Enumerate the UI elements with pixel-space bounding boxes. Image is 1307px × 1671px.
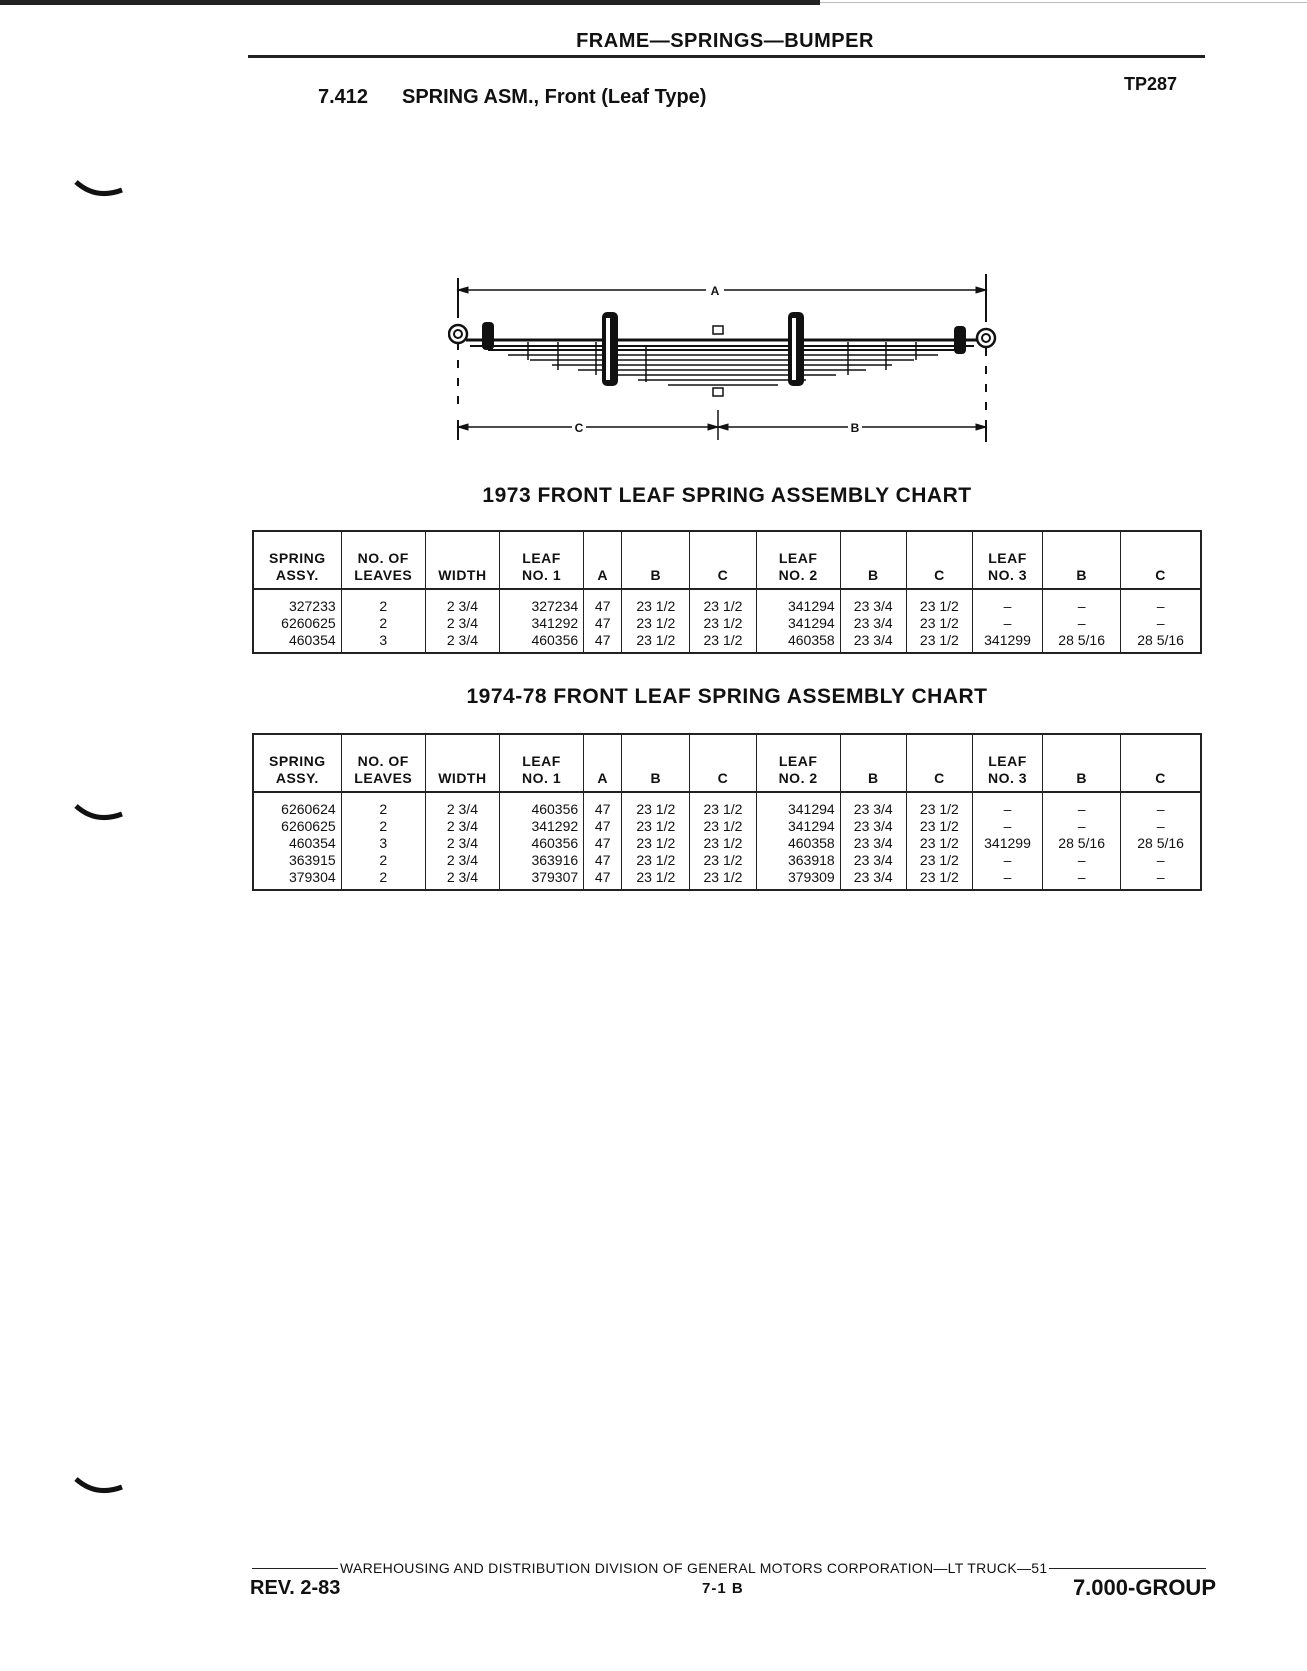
col-no-of-leaves: NO. OF LEAVES: [341, 734, 425, 792]
cell: 23 1/2: [690, 869, 756, 890]
page-number: 7-1 B: [702, 1580, 744, 1597]
cell: 460356: [500, 835, 584, 852]
cell: 23 1/2: [690, 632, 756, 653]
cell: 460356: [500, 632, 584, 653]
cell: 460354: [253, 835, 341, 852]
cell: 327233: [253, 589, 341, 615]
cell: 341299: [972, 835, 1042, 852]
footer-rule-left: [252, 1568, 338, 1569]
cell: 3: [341, 632, 425, 653]
dimension-label-b: B: [850, 421, 860, 435]
table-row: [253, 818, 1201, 835]
cell: 23 1/2: [690, 835, 756, 852]
cell: 23 1/2: [906, 615, 972, 632]
cell: 341294: [756, 792, 840, 818]
cell: 23 1/2: [690, 792, 756, 818]
cell: 23 3/4: [840, 869, 906, 890]
page-header-title: FRAME—SPRINGS—BUMPER: [576, 30, 874, 52]
col-width: WIDTH: [425, 734, 499, 792]
cell: 379309: [756, 869, 840, 890]
cell: –: [972, 589, 1042, 615]
cell: 47: [584, 792, 622, 818]
section-heading: [318, 86, 706, 109]
cell: –: [972, 852, 1042, 869]
footer-division-text: WAREHOUSING AND DISTRIBUTION DIVISION OF GENERAL MOTORS CORPORATION—LT TRUCK—51: [340, 1560, 1048, 1576]
cell: 23 1/2: [622, 869, 690, 890]
table-row: [253, 852, 1201, 869]
cell: 2: [341, 589, 425, 615]
cell: 23 1/2: [906, 852, 972, 869]
cell: 2: [341, 869, 425, 890]
cell: –: [1043, 869, 1121, 890]
section-number: 7.412: [318, 86, 369, 108]
col-c: C: [906, 531, 972, 589]
table-row: [253, 615, 1201, 632]
cell: 23 3/4: [840, 615, 906, 632]
col-b: B: [1043, 531, 1121, 589]
cell: 23 1/2: [906, 835, 972, 852]
cell: 341294: [756, 818, 840, 835]
cell: 23 1/2: [906, 818, 972, 835]
cell: –: [1043, 818, 1121, 835]
col-c: C: [690, 734, 756, 792]
cell: 2 3/4: [425, 589, 499, 615]
cell: 23 1/2: [906, 632, 972, 653]
cell: 23 1/2: [622, 835, 690, 852]
revision-label: REV. 2-83: [250, 1577, 341, 1599]
cell: 23 1/2: [622, 818, 690, 835]
cell: 2 3/4: [425, 869, 499, 890]
cell: 379307: [500, 869, 584, 890]
cell: 28 5/16: [1043, 835, 1121, 852]
binder-notch-icon: [74, 1475, 124, 1501]
cell: 23 1/2: [622, 615, 690, 632]
cell: 6260624: [253, 792, 341, 818]
cell: 363916: [500, 852, 584, 869]
cell: 47: [584, 632, 622, 653]
cell: 341292: [500, 615, 584, 632]
cell: 2: [341, 818, 425, 835]
cell: 23 1/2: [622, 589, 690, 615]
col-b: B: [840, 531, 906, 589]
cell: 363918: [756, 852, 840, 869]
col-spring-assy: SPRING ASSY.: [253, 531, 341, 589]
binder-notch-icon: [74, 178, 124, 204]
col-width: WIDTH: [425, 531, 499, 589]
leaf-spring-diagram: [448, 270, 1008, 455]
col-b: B: [1043, 734, 1121, 792]
cell: 2 3/4: [425, 615, 499, 632]
table-row: [253, 632, 1201, 653]
cell: 23 1/2: [690, 589, 756, 615]
cell: 47: [584, 852, 622, 869]
top-rule-thin: [820, 2, 1307, 3]
cell: 47: [584, 818, 622, 835]
table-header-row: [253, 734, 1201, 792]
cell: 23 1/2: [690, 852, 756, 869]
document-code: TP287: [1124, 74, 1178, 94]
table-row: [253, 792, 1201, 818]
cell: 460354: [253, 632, 341, 653]
cell: 23 3/4: [840, 818, 906, 835]
cell: 47: [584, 589, 622, 615]
cell: 23 3/4: [840, 792, 906, 818]
cell: 460358: [756, 632, 840, 653]
cell: 2: [341, 852, 425, 869]
cell: 327234: [500, 589, 584, 615]
table-header-row: [253, 531, 1201, 589]
cell: –: [1121, 818, 1201, 835]
cell: –: [1043, 589, 1121, 615]
cell: 2 3/4: [425, 852, 499, 869]
col-c: C: [1121, 734, 1201, 792]
table-row: [253, 869, 1201, 890]
cell: 341294: [756, 615, 840, 632]
cell: –: [1043, 792, 1121, 818]
cell: –: [972, 818, 1042, 835]
cell: 23 1/2: [906, 792, 972, 818]
cell: 2: [341, 615, 425, 632]
col-b: B: [622, 531, 690, 589]
cell: 23 1/2: [622, 632, 690, 653]
cell: 28 5/16: [1043, 632, 1121, 653]
cell: 2: [341, 792, 425, 818]
binder-notch-icon: [74, 802, 124, 828]
col-c: C: [1121, 531, 1201, 589]
cell: 2 3/4: [425, 818, 499, 835]
col-c: C: [690, 531, 756, 589]
dimension-label-a: A: [710, 284, 720, 298]
cell: 28 5/16: [1121, 835, 1201, 852]
cell: –: [972, 869, 1042, 890]
col-leaf-no-1: LEAF NO. 1: [500, 734, 584, 792]
cell: 379304: [253, 869, 341, 890]
col-b: B: [622, 734, 690, 792]
col-leaf-no-3: LEAF NO. 3: [972, 531, 1042, 589]
cell: 23 3/4: [840, 852, 906, 869]
dimension-label-c: C: [574, 421, 584, 435]
cell: 460356: [500, 792, 584, 818]
cell: 2 3/4: [425, 835, 499, 852]
cell: 2 3/4: [425, 792, 499, 818]
cell: 2 3/4: [425, 632, 499, 653]
cell: 341292: [500, 818, 584, 835]
cell: 23 1/2: [622, 792, 690, 818]
col-c: C: [906, 734, 972, 792]
chart-1973-title: 1973 FRONT LEAF SPRING ASSEMBLY CHART: [482, 484, 972, 507]
cell: 6260625: [253, 818, 341, 835]
col-a: A: [584, 734, 622, 792]
col-no-of-leaves: NO. OF LEAVES: [341, 531, 425, 589]
table-row: [253, 589, 1201, 615]
col-a: A: [584, 531, 622, 589]
cell: 47: [584, 615, 622, 632]
cell: –: [972, 792, 1042, 818]
cell: –: [1121, 852, 1201, 869]
cell: 23 3/4: [840, 589, 906, 615]
cell: –: [972, 615, 1042, 632]
chart-1973-table: [252, 530, 1202, 654]
cell: –: [1043, 615, 1121, 632]
cell: 23 3/4: [840, 632, 906, 653]
col-b: B: [840, 734, 906, 792]
footer-rule-right: [1049, 1568, 1206, 1569]
top-rule: [0, 0, 820, 5]
cell: 363915: [253, 852, 341, 869]
cell: 341294: [756, 589, 840, 615]
col-spring-assy: SPRING ASSY.: [253, 734, 341, 792]
table-row: [253, 835, 1201, 852]
col-leaf-no-1: LEAF NO. 1: [500, 531, 584, 589]
cell: 23 1/2: [690, 615, 756, 632]
group-label: 7.000-GROUP: [1072, 1575, 1216, 1600]
cell: 47: [584, 869, 622, 890]
chart-1974-78-title: 1974-78 FRONT LEAF SPRING ASSEMBLY CHART: [466, 685, 988, 708]
cell: 23 1/2: [906, 869, 972, 890]
chart-1974-78-table: [252, 733, 1202, 891]
cell: 3: [341, 835, 425, 852]
cell: –: [1043, 852, 1121, 869]
cell: 6260625: [253, 615, 341, 632]
cell: 23 1/2: [622, 852, 690, 869]
cell: –: [1121, 615, 1201, 632]
cell: –: [1121, 792, 1201, 818]
header-rule: [248, 55, 1205, 58]
section-title: SPRING ASM., Front (Leaf Type): [402, 86, 707, 108]
col-leaf-no-3: LEAF NO. 3: [972, 734, 1042, 792]
cell: 23 1/2: [906, 589, 972, 615]
cell: 460358: [756, 835, 840, 852]
cell: –: [1121, 869, 1201, 890]
cell: 23 3/4: [840, 835, 906, 852]
col-leaf-no-2: LEAF NO. 2: [756, 734, 840, 792]
col-leaf-no-2: LEAF NO. 2: [756, 531, 840, 589]
cell: 23 1/2: [690, 818, 756, 835]
cell: 28 5/16: [1121, 632, 1201, 653]
cell: –: [1121, 589, 1201, 615]
cell: 341299: [972, 632, 1042, 653]
footer-division-line: [250, 1560, 1208, 1576]
cell: 47: [584, 835, 622, 852]
